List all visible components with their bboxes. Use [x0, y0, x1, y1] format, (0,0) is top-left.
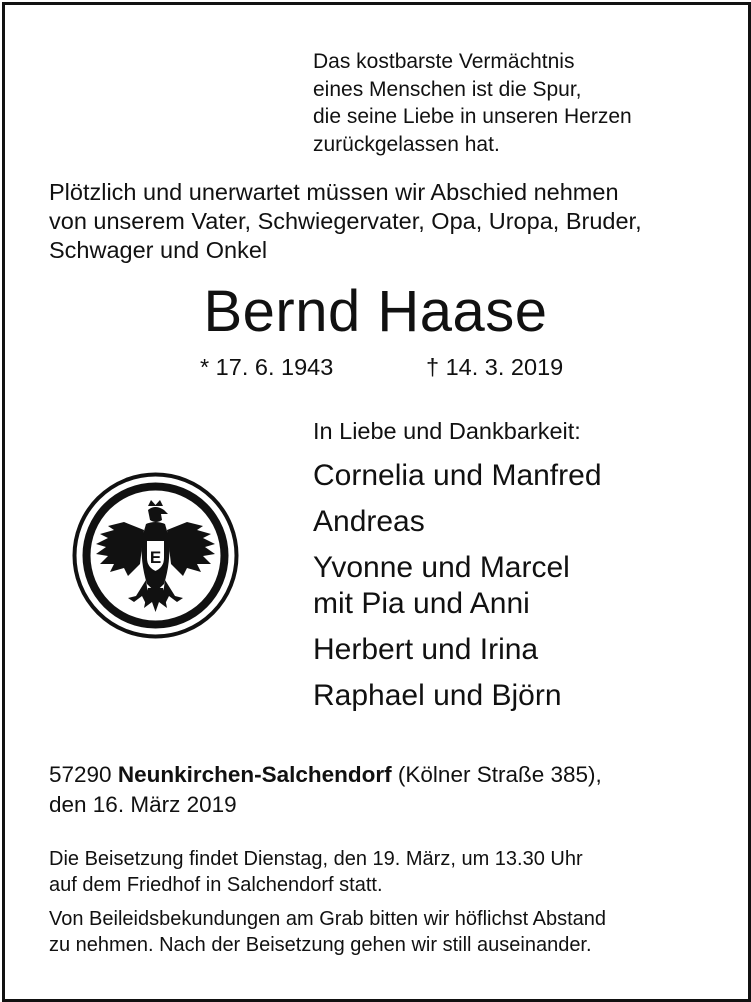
- intro-line: Schwager und Onkel: [49, 237, 268, 263]
- relatives-list: [313, 458, 602, 714]
- funeral-line: auf dem Friedhof in Salchendorf statt.: [49, 874, 383, 896]
- quote-line: zurückgelassen hat.: [313, 132, 500, 156]
- address-line: [49, 760, 602, 790]
- relative-name: Raphael und Björn: [313, 679, 562, 712]
- death-date: † 14. 3. 2019: [426, 354, 564, 380]
- street-address: (Kölner Straße 385),: [397, 762, 602, 787]
- deceased-name: Bernd Haase: [203, 279, 548, 344]
- relative-name: Herbert und Irina: [313, 633, 539, 666]
- funeral-info: [49, 846, 583, 898]
- quote-line: Das kostbarste Vermächtnis: [313, 50, 575, 73]
- note-line: zu nehmen. Nach der Beisetzung gehen wir still auseinander.: [49, 934, 592, 956]
- quote-line: die seine Liebe in unseren Herzen: [313, 105, 632, 128]
- intro-line: von unserem Vater, Schwiegervater, Opa, Uropa, Bruder,: [49, 208, 642, 234]
- emblem-letter: E: [149, 548, 162, 567]
- relative-name: Cornelia und Manfred: [313, 459, 602, 492]
- intro-text: [49, 178, 642, 265]
- eagle-emblem-icon: [72, 472, 239, 639]
- relative-name: Yvonne und Marcel: [313, 551, 570, 584]
- note-line: Von Beileidsbekundungen am Grab bitten wir höflichst Abstand: [49, 908, 607, 930]
- condolence-note: [49, 906, 606, 958]
- funeral-line: Die Beisetzung findet Dienstag, den 19. März, um 13.30 Uhr: [49, 848, 583, 870]
- gratitude-heading: In Liebe und Dankbarkeit:: [313, 418, 581, 444]
- relative-name: Andreas: [313, 505, 425, 538]
- birth-date: * 17. 6. 1943: [200, 354, 334, 380]
- quote-line: eines Menschen ist die Spur,: [313, 77, 582, 101]
- notice-date: den 16. März 2019: [49, 792, 237, 817]
- town-name: Neunkirchen-Salchendorf: [117, 762, 392, 787]
- relative-name: mit Pia und Anni: [313, 587, 530, 620]
- postcode: 57290: [49, 762, 112, 787]
- quote-block: [313, 48, 632, 158]
- intro-line: Plötzlich und unerwartet müssen wir Abschied nehmen: [49, 179, 619, 205]
